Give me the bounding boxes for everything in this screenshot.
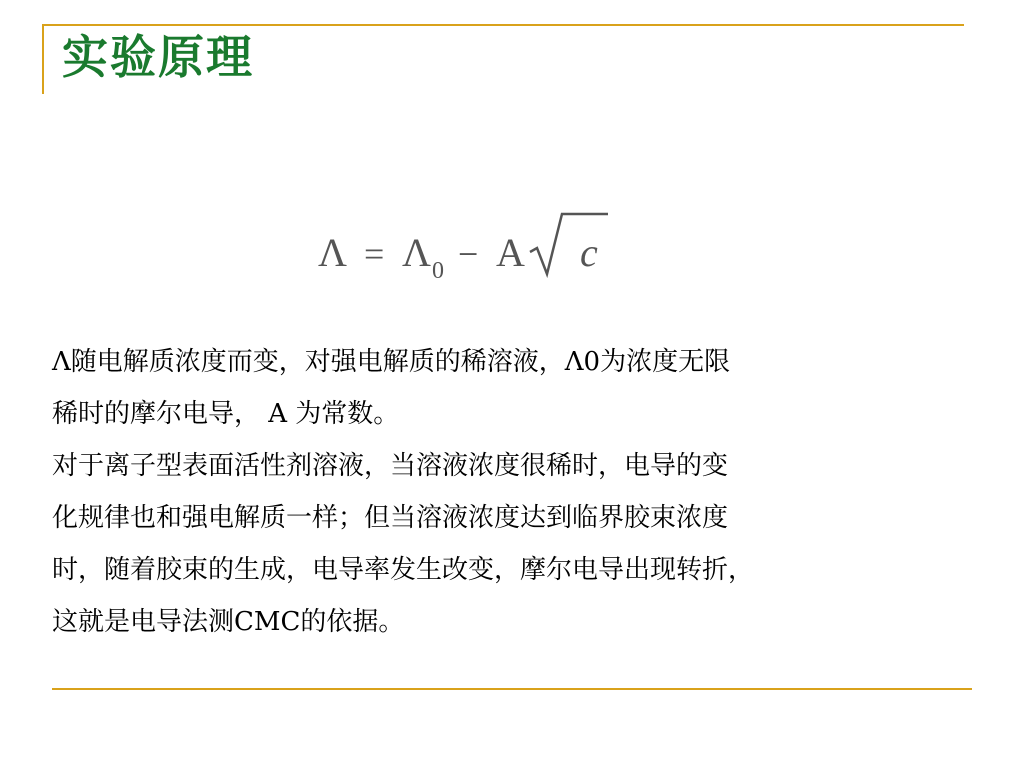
top-divider [42, 24, 964, 26]
paragraph-1: Λ随电解质浓度而变，对强电解质的稀溶液，Λ0为浓度无限 稀时的摩尔电导， A 为常数。 [52, 347, 731, 429]
slide-title: 实验原理 [62, 30, 254, 84]
body-text [52, 336, 952, 648]
title-accent-bar [42, 24, 44, 94]
formula-coef: A [496, 230, 525, 275]
formula-subscript: 0 [432, 258, 444, 282]
formula-radicand: c [580, 230, 598, 275]
bottom-divider [52, 688, 972, 690]
formula-equals: = [364, 234, 385, 274]
formula [312, 206, 612, 282]
formula-minus: − [458, 234, 479, 274]
formula-lambda0: Λ [402, 230, 432, 275]
paragraph-2: 对于离子型表面活性剂溶液，当溶液浓度很稀时，电导的变 化规律也和强电解质一样；但当溶液浓度达到临界胶束浓度 时，随着胶束的生成，电导率发生改变，摩尔电导出现转折， 这就是电导法测CMC的依据。 [52, 451, 755, 637]
formula-lambda: Λ [318, 230, 348, 275]
